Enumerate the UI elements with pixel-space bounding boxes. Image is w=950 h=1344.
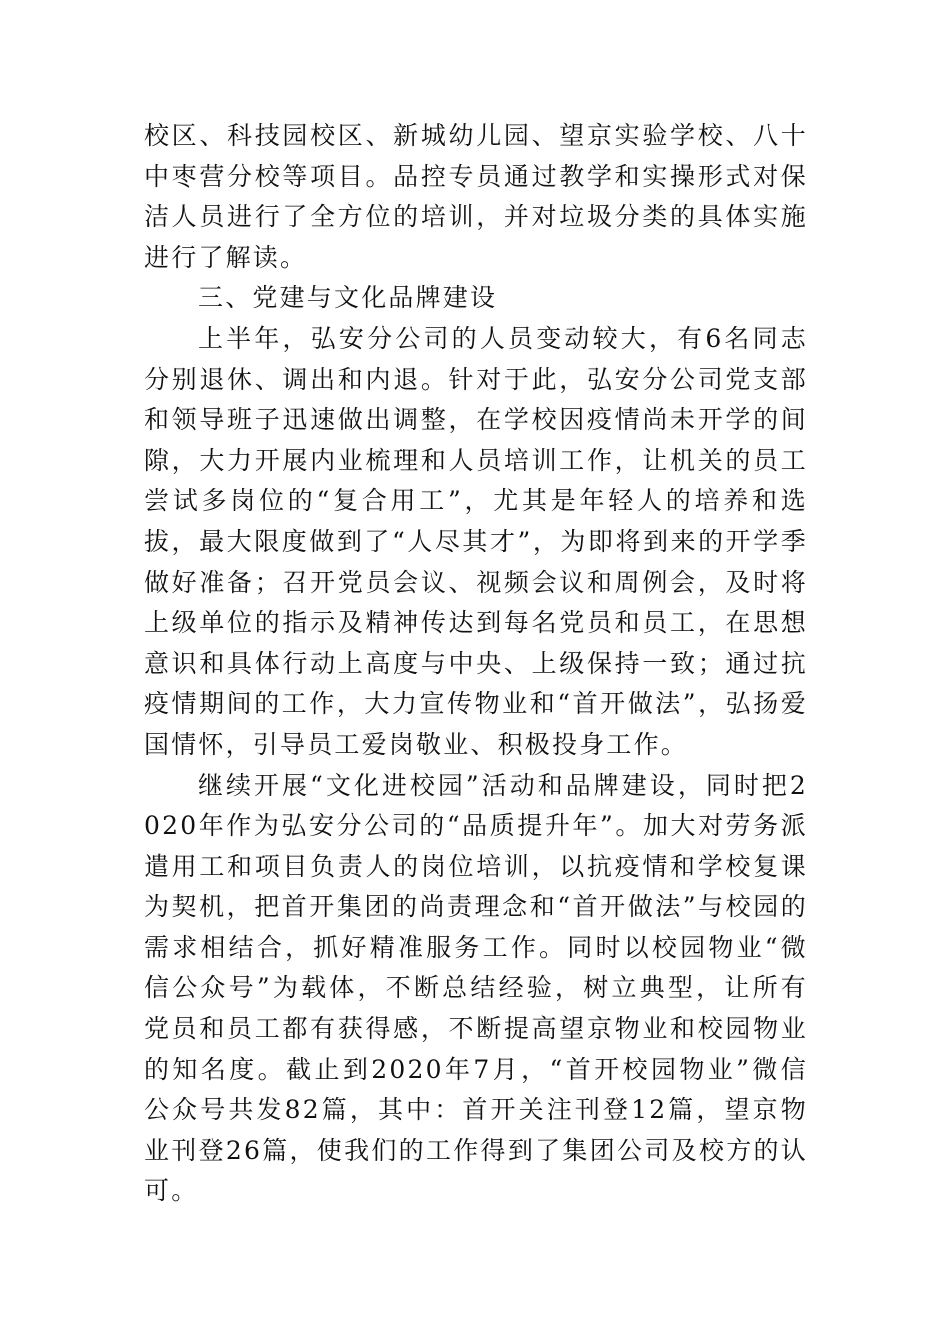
section-heading: 三、党建与文化品牌建设 bbox=[198, 283, 498, 313]
paragraph-continuation: 校区、科技园校区、新城幼儿园、望京实验学校、八十中枣营分校等项目。品控专员通过教学和实操形式对保洁人员进行了全方位的培训，并对垃圾分类的具体实施进行了解读。 bbox=[144, 121, 808, 272]
paragraph-party-building: 上半年，弘安分公司的人员变动较大，有6名同志分别退休、调出和内退。针对于此，弘安分公司党支部和领导班子迅速做出调整，在学校因疫情尚未开学的间隙，大力开展内业梳理和人员培训工作，让机关的员工尝试多岗位的“复合用工”，尤其是年轻人的培养和选拔，最大限度做到了“人尽其才”，为即将到来的开学季做好准备；召开党员会议、视频会议和周例会，及时将上级单位的指示及精神传达到每名党员和员工，在思想意识和具体行动上高度与中央、上级保持一致；通过抗疫情期间的工作，大力宣传物业和“首开做法”，弘扬爱国情怀，引导员工爱岗敬业、积极投身工作。 bbox=[144, 323, 808, 759]
document-body bbox=[144, 116, 808, 1212]
paragraph-culture-brand: 继续开展“文化进校园”活动和品牌建设，同时把2020年作为弘安分公司的“品质提升年”。加大对劳务派遣用工和项目负责人的岗位培训，以抗疫情和学校复课为契机，把首开集团的尚责理念和“首开做法”与校园的需求相结合，抓好精准服务工作。同时以校园物业“微信公众号”为载体，不断总结经验，树立典型，让所有党员和员工都有获得感，不断提高望京物业和校园物业的知名度。截止到2020年7月，“首开校园物业”微信公众号共发82篇，其中：首开关注刊登12篇，望京物业刊登26篇，使我们的工作得到了集团公司及校方的认可。 bbox=[144, 770, 808, 1206]
